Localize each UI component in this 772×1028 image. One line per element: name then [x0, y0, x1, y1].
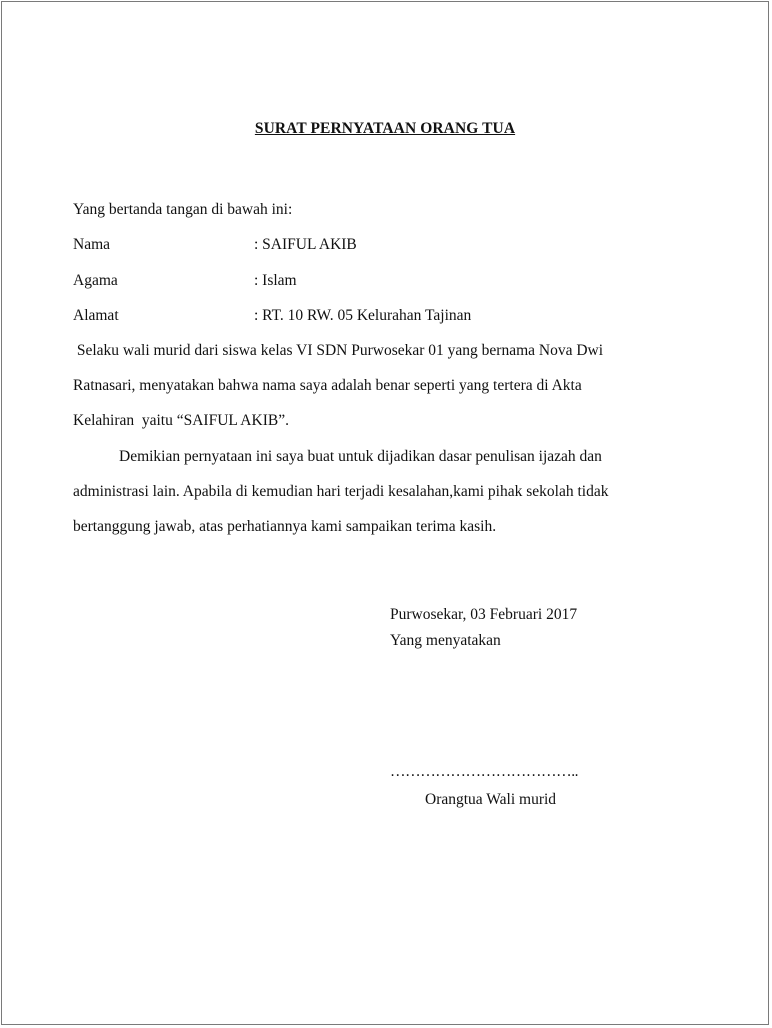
field-value-nama: : SAIFUL AKIB [254, 236, 357, 253]
field-label-nama: Nama [73, 236, 111, 253]
signature-name: Orangtua Wali murid [425, 791, 557, 808]
paragraph1-line-2: Ratnasari, menyatakan bahwa nama saya adalah benar seperti yang tertera di Akta [73, 377, 582, 394]
document-page [1, 1, 769, 1025]
field-label-agama: Agama [73, 272, 118, 289]
paragraph1-line-1: Selaku wali murid dari siswa kelas VI SDN Purwosekar 01 yang bernama Nova Dwi [73, 342, 604, 359]
signature-declarant: Yang menyatakan [390, 632, 501, 649]
intro-text: Yang bertanda tangan di bawah ini: [73, 201, 293, 218]
paragraph1-line-3: Kelahiran yaitu “SAIFUL AKIB”. [73, 412, 289, 429]
paragraph2-line-3: bertanggung jawab, atas perhatiannya kami sampaikan terima kasih. [73, 518, 497, 535]
document-title: SURAT PERNYATAAN ORANG TUA [254, 120, 516, 137]
signature-place-date: Purwosekar, 03 Februari 2017 [390, 606, 578, 623]
field-value-agama: : Islam [254, 272, 297, 289]
field-label-alamat: Alamat [73, 307, 119, 324]
field-value-alamat: : RT. 10 RW. 05 Kelurahan Tajinan [254, 307, 472, 324]
paragraph2-line-1: Demikian pernyataan ini saya buat untuk dijadikan dasar penulisan ijazah dan [119, 448, 602, 465]
paragraph2-line-2: administrasi lain. Apabila di kemudian hari terjadi kesalahan,kami pihak sekolah tidak [73, 483, 609, 500]
signature-line: ……………………………….. [390, 763, 579, 780]
